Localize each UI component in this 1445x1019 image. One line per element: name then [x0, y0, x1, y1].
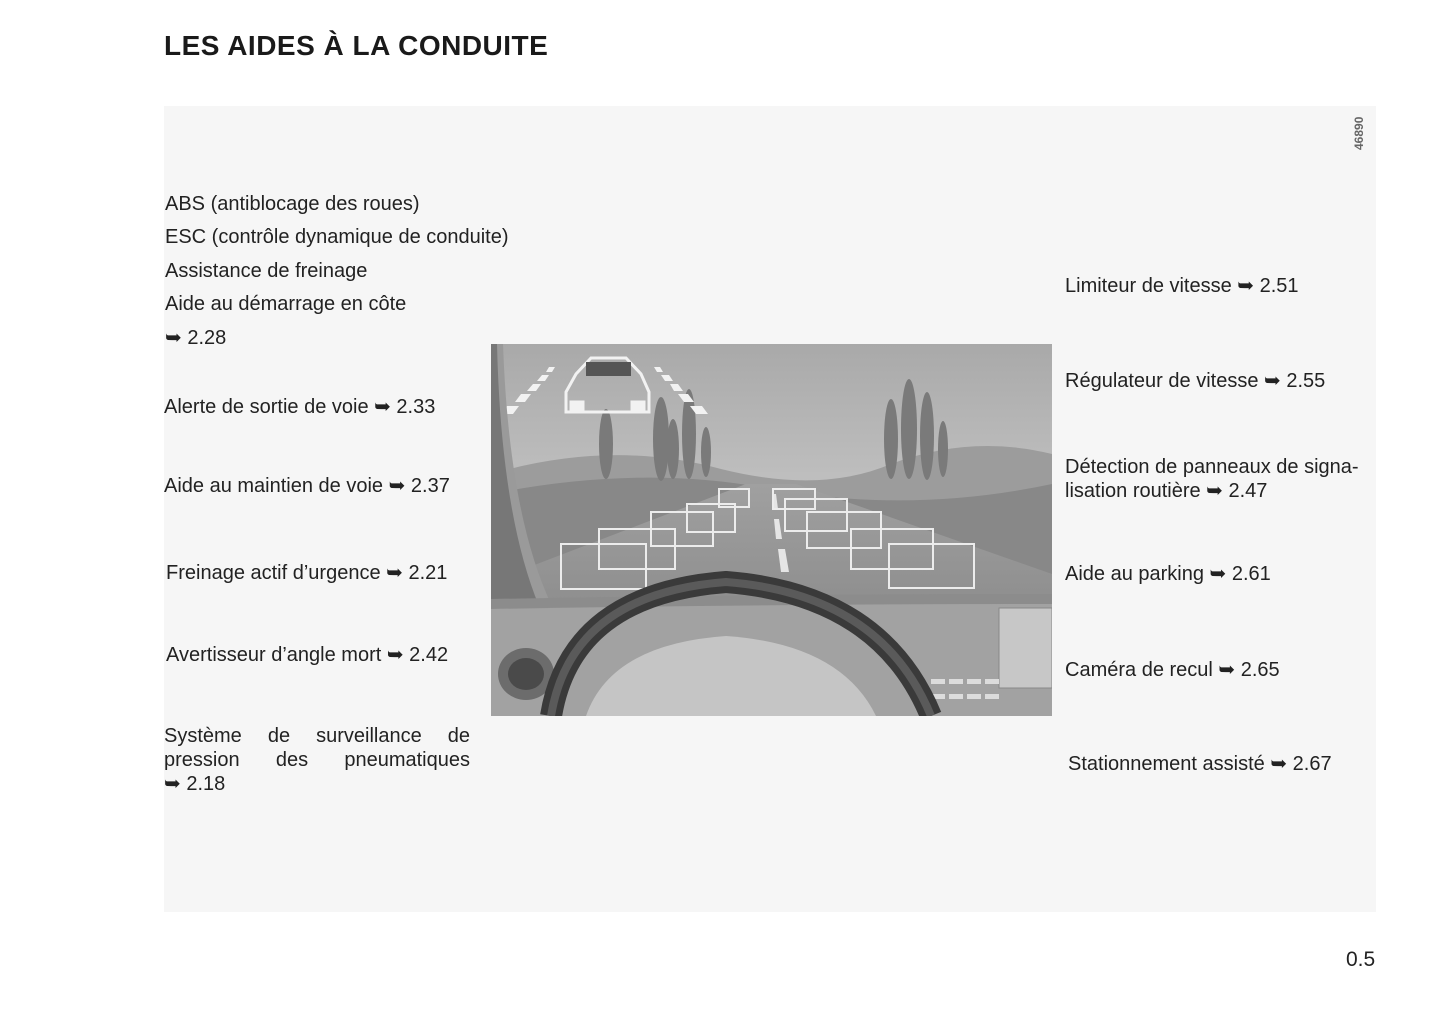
label-assisted-parking: Stationnement assisté ➥ 2.67: [1068, 753, 1332, 775]
infotainment-screen: [999, 608, 1052, 688]
label-emergency-braking: Freinage actif d’urgence ➥ 2.21: [166, 562, 448, 584]
driving-view-illustration: [491, 344, 1052, 716]
label-sign-detection-line1: Détection de panneaux de signa-: [1065, 456, 1359, 478]
label-rear-camera: Caméra de recul ➥ 2.65: [1065, 659, 1280, 681]
label-tyre-pressure: [164, 724, 470, 796]
label-cruise-control: Régulateur de vitesse ➥ 2.55: [1065, 370, 1326, 392]
label-lane-departure: Alerte de sortie de voie ➥ 2.33: [164, 396, 436, 418]
label-blind-spot: Avertisseur d’angle mort ➥ 2.42: [166, 644, 449, 666]
braking-aids-list: [165, 188, 509, 355]
page-number: 0.5: [1346, 948, 1376, 971]
page-title: LES AIDES À LA CONDUITE: [164, 30, 549, 61]
label-lane-keeping: Aide au maintien de voie ➥ 2.37: [164, 475, 450, 497]
tyre-pressure-line2: pression des pneumatiques: [164, 749, 470, 771]
tyre-pressure-line1: Système de surveillance de: [164, 725, 470, 747]
figure-code: 46890: [1352, 116, 1366, 150]
label-parking-aid: Aide au parking ➥ 2.61: [1065, 563, 1271, 585]
tyre-pressure-ref: ➥ 2.18: [164, 773, 226, 795]
list-item-brake-assist: Assistance de freinage: [165, 259, 368, 282]
label-speed-limiter: Limiteur de vitesse ➥ 2.51: [1065, 275, 1299, 297]
label-sign-detection-line2: lisation routière ➥ 2.47: [1065, 480, 1268, 502]
list-item-esc: ESC (contrôle dynamique de conduite): [165, 226, 509, 249]
list-item-hill-start: Aide au démarrage en côte: [165, 293, 407, 316]
list-item-ref: ➥ 2.28: [165, 326, 227, 349]
list-item-abs: ABS (antiblocage des roues): [165, 193, 420, 215]
